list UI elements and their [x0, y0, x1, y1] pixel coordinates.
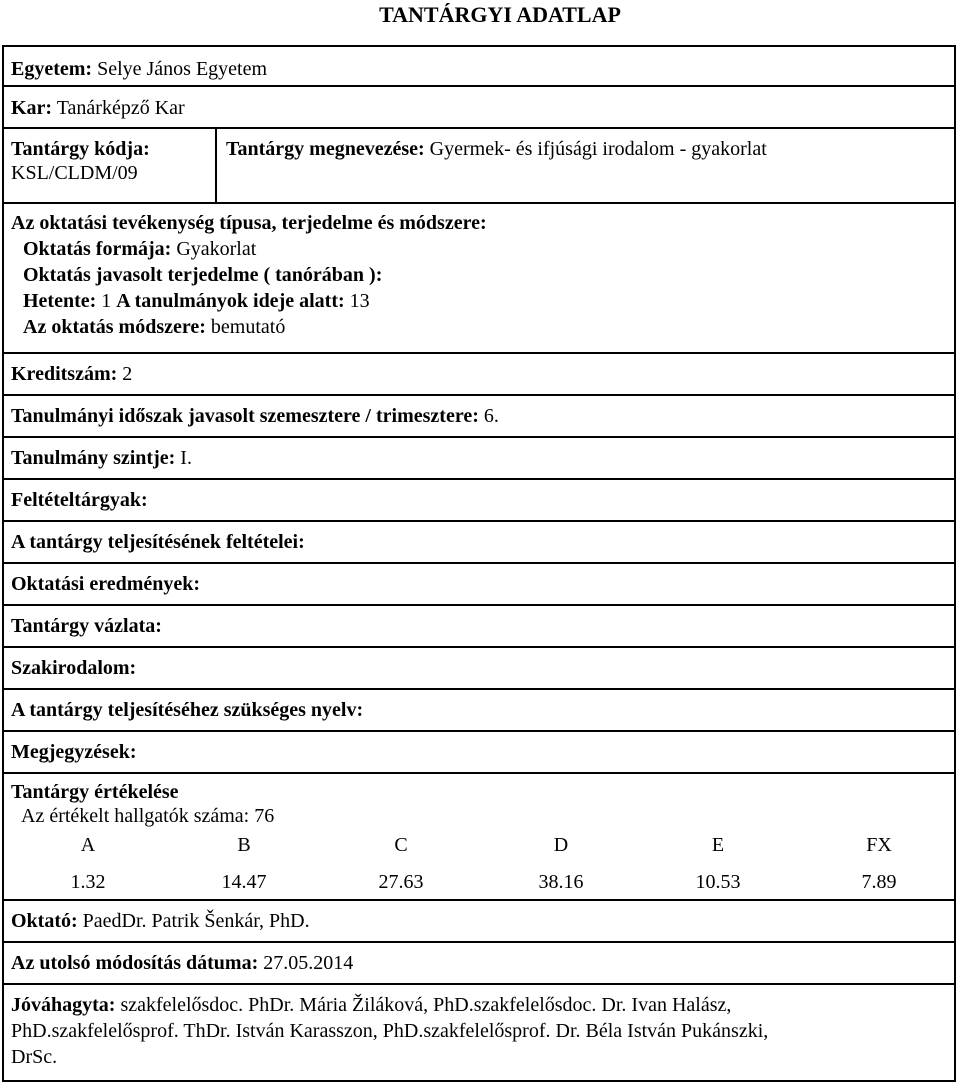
activity-heading: Az oktatási tevékenység típusa, terjedelme és módszere: — [11, 212, 487, 234]
literature-label: Szakirodalom: — [11, 657, 137, 679]
outcomes-label: Oktatási eredmények: — [11, 573, 201, 595]
credits-row — [11, 362, 132, 386]
prerequisites-cell — [4, 478, 954, 520]
faculty-cell — [4, 85, 954, 127]
grade-c: C — [394, 834, 408, 856]
level-value: I. — [180, 447, 192, 469]
conditions-cell — [4, 520, 954, 562]
faculty-label: Kar: — [11, 97, 53, 119]
total-value: 13 — [349, 290, 370, 312]
level-row — [11, 446, 192, 470]
evaluation-heading: Tantárgy értékelése — [11, 781, 179, 803]
literature-cell — [4, 646, 954, 688]
grade-a: A — [80, 834, 96, 856]
semester-cell — [4, 394, 954, 436]
last-modified-row — [11, 951, 353, 975]
instructor-value: PaedDr. Patrik Šenkár, PhD. — [82, 910, 310, 932]
prerequisites-label: Feltételtárgyak: — [11, 489, 148, 511]
notes-cell — [4, 730, 954, 772]
method-label: Az oktatás módszere: — [23, 316, 206, 338]
semester-row — [11, 404, 499, 428]
grade-fx: FX — [866, 834, 892, 856]
method-value: bemutató — [210, 316, 286, 338]
course-name-row — [226, 137, 767, 161]
outcomes-cell — [4, 562, 954, 604]
conditions-label: A tantárgy teljesítésének feltételei: — [11, 531, 305, 553]
level-cell — [4, 436, 954, 478]
credits-value: 2 — [122, 363, 133, 385]
hours-row — [23, 289, 370, 313]
university-value: Selye János Egyetem — [97, 58, 268, 80]
grade-fx-percent: 7.89 — [861, 871, 897, 893]
evaluation-count: Az értékelt hallgatók száma: 76 — [21, 805, 275, 827]
weekly-value: 1 — [101, 290, 112, 312]
semester-value: 6. — [483, 405, 499, 427]
column-divider — [215, 129, 217, 202]
total-label: A tanulmányok ideje alatt: — [116, 290, 345, 312]
form-label: Oktatás formája: — [23, 238, 172, 260]
notes-label: Megjegyzések: — [11, 741, 137, 763]
semester-label: Tanulmányi időszak javasolt szemesztere / trimesztere: — [11, 405, 479, 427]
instructor-row — [11, 909, 310, 933]
instructor-cell — [4, 899, 954, 941]
approved-line-2: PhD.szakfelelősprof. ThDr. István Karasszon, PhD.szakfelelősprof. Dr. Béla István Pukánszki, — [11, 1020, 769, 1042]
activity-cell — [4, 202, 954, 352]
grade-d: D — [553, 834, 569, 856]
approved-label: Jóváhagyta: — [11, 994, 116, 1016]
course-id-cell — [4, 127, 954, 202]
credits-label: Kreditszám: — [11, 363, 118, 385]
page-title: TANTÁRGYI ADATLAP — [379, 2, 621, 27]
grade-b-percent: 14.47 — [221, 871, 267, 893]
method-row — [23, 315, 285, 339]
approved-cell — [4, 983, 954, 1080]
evaluation-cell — [4, 772, 954, 899]
university-row — [11, 57, 267, 81]
language-cell — [4, 688, 954, 730]
grade-e: E — [711, 834, 725, 856]
last-modified-cell — [4, 941, 954, 983]
grade-d-percent: 38.16 — [538, 871, 584, 893]
outline-label: Tantárgy vázlata: — [11, 615, 162, 637]
instructor-label: Oktató: — [11, 910, 78, 932]
faculty-value: Tanárképző Kar — [56, 97, 185, 119]
course-name-label: Tantárgy megnevezése: — [226, 138, 425, 160]
form-value: Gyakorlat — [176, 238, 257, 260]
language-label: A tantárgy teljesítéséhez szükséges nyelv: — [11, 699, 364, 721]
course-datasheet — [2, 45, 956, 1082]
form-row — [23, 237, 256, 261]
grade-e-percent: 10.53 — [695, 871, 741, 893]
outline-cell — [4, 604, 954, 646]
course-code-label: Tantárgy kódja: — [11, 138, 150, 160]
approved-line-3: DrSc. — [11, 1046, 58, 1068]
grade-a-percent: 1.32 — [70, 871, 106, 893]
level-label: Tanulmány szintje: — [11, 447, 176, 469]
last-modified-value: 27.05.2014 — [263, 952, 354, 974]
grade-b: B — [237, 834, 251, 856]
university-label: Egyetem: — [11, 58, 93, 80]
approved-line-1 — [11, 993, 731, 1017]
approved-names-1: szakfelelősdoc. PhDr. Mária Žiláková, PhD.szakfelelősdoc. Dr. Ivan Halász, — [120, 994, 732, 1016]
grade-c-percent: 27.63 — [378, 871, 424, 893]
weekly-label: Hetente: — [23, 290, 97, 312]
scope-label: Oktatás javasolt terjedelme ( tanórában ): — [23, 264, 383, 286]
credits-cell — [4, 352, 954, 394]
last-modified-label: Az utolsó módosítás dátuma: — [11, 952, 259, 974]
course-name-value: Gyermek- és ifjúsági irodalom - gyakorlat — [429, 138, 767, 160]
faculty-row — [11, 96, 185, 120]
course-code-value: KSL/CLDM/09 — [11, 162, 138, 184]
